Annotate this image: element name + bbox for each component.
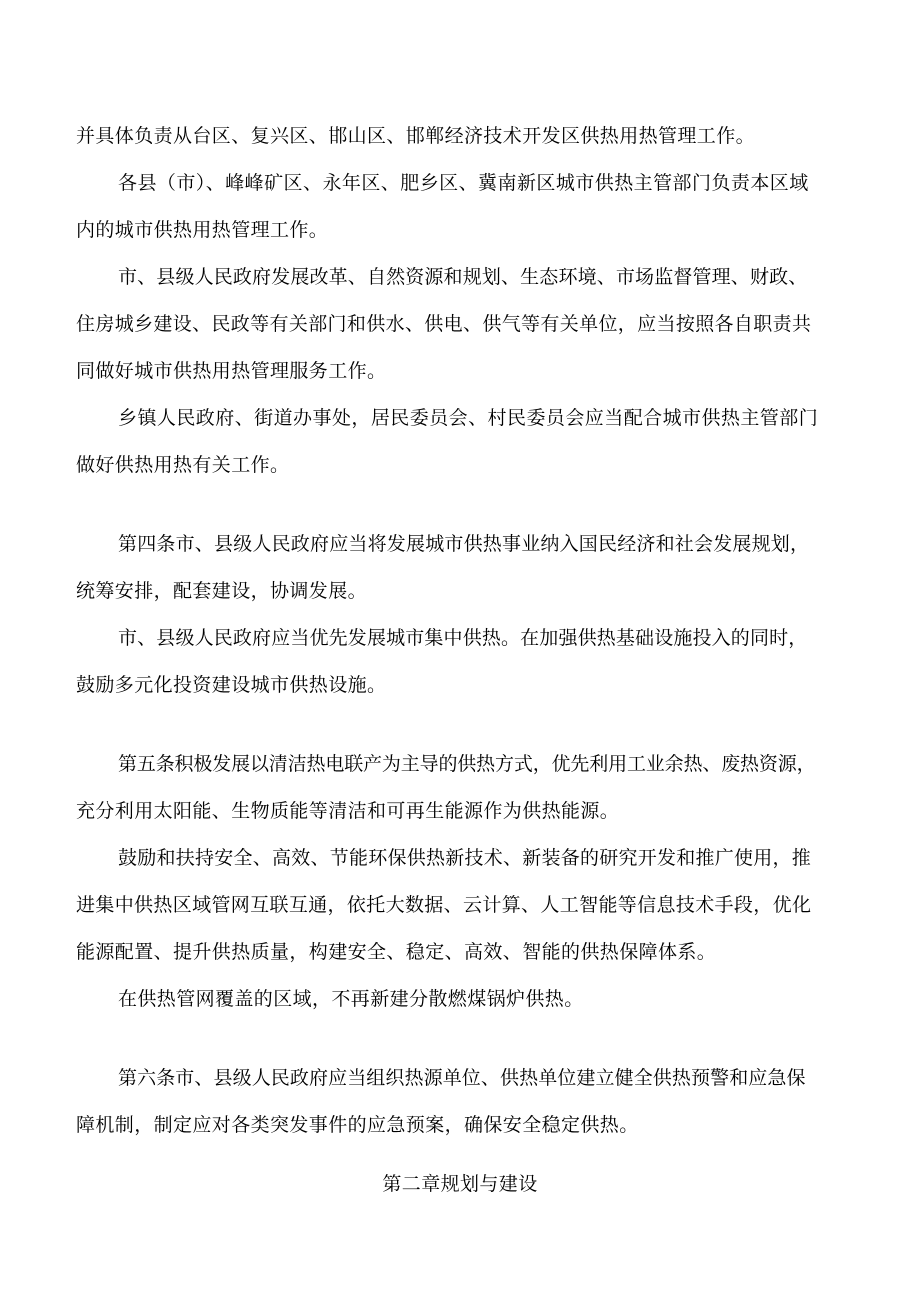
paragraph-line: 住房城乡建设、民政等有关部门和供水、供电、供气等有关单位，应当按照各自职责共	[76, 313, 812, 335]
article-5-line: 第五条积极发展以清洁热电联产为主导的供热方式，优先利用工业余热、废热资源，	[118, 753, 816, 775]
paragraph-line: 能源配置、提升供热质量，构建安全、稳定、高效、智能的供热保障体系。	[76, 941, 717, 963]
article-6-line: 障机制，制定应对各类突发事件的应急预案，确保安全稳定供热。	[76, 1114, 639, 1136]
article-4-line: 第四条市、县级人民政府应当将发展城市供热事业纳入国民经济和社会发展规划，	[118, 533, 810, 555]
paragraph-line: 市、县级人民政府应当优先发展城市集中供热。在加强供热基础设施投入的同时，	[118, 627, 808, 649]
paragraph-line: 鼓励多元化投资建设城市供热设施。	[76, 674, 387, 696]
paragraph-line: 进集中供热区域管网互联互通，依托大数据、云计算、人工智能等信息技术手段，优化	[76, 894, 812, 916]
article-4-line: 统筹安排，配套建设，协调发展。	[76, 580, 368, 602]
paragraph-line: 各县（市）、峰峰矿区、永年区、肥乡区、冀南新区城市供热主管部门负责本区域	[118, 172, 809, 194]
paragraph-line: 内的城市供热用热管理工作。	[76, 219, 329, 241]
article-5-line: 充分利用太阳能、生物质能等清洁和可再生能源作为供热能源。	[76, 800, 620, 822]
paragraph-line: 并具体负责从台区、复兴区、邯山区、邯郸经济技术开发区供热用热管理工作。	[76, 125, 756, 147]
paragraph-line: 市、县级人民政府发展改革、自然资源和规划、生态环境、市场监督管理、财政、	[118, 266, 808, 288]
paragraph-line: 在供热管网覆盖的区域，不再新建分散燃煤锅炉供热。	[118, 988, 584, 1010]
paragraph-line: 鼓励和扶持安全、高效、节能环保供热新技术、新装备的研究开发和推广使用，推	[118, 847, 812, 869]
article-6-line: 第六条市、县级人民政府应当组织热源单位、供热单位建立健全供热预警和应急保	[118, 1067, 806, 1089]
paragraph-line: 乡镇人民政府、街道办事处，居民委员会、村民委员会应当配合城市供热主管部门	[118, 407, 819, 429]
paragraph-line: 同做好城市供热用热管理服务工作。	[76, 360, 387, 382]
chapter-heading: 第二章规划与建设	[382, 1173, 538, 1195]
paragraph-line: 做好供热用热有关工作。	[76, 454, 290, 476]
